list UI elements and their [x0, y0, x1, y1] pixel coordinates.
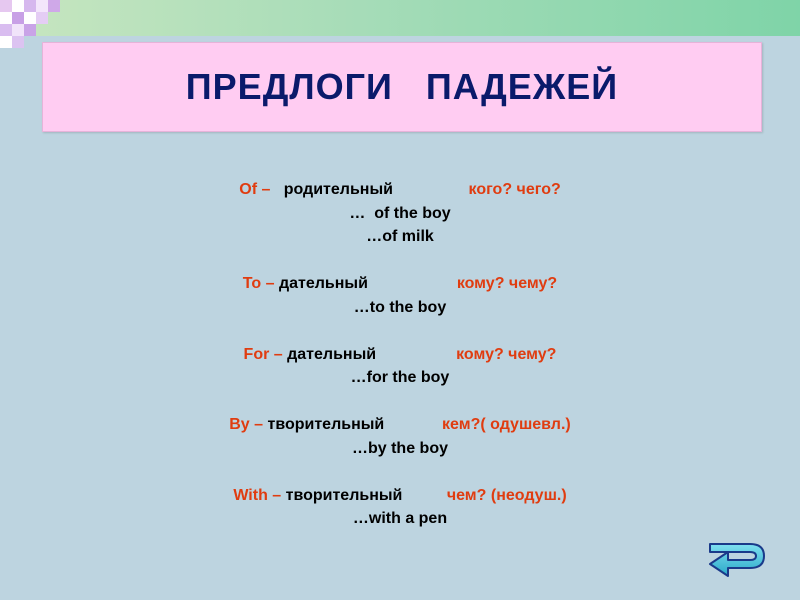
blank-line	[0, 249, 800, 273]
preposition-line	[0, 484, 800, 508]
example-line	[0, 296, 800, 320]
example-line	[0, 202, 800, 226]
example-text: …to the boy	[353, 298, 447, 316]
preposition-text: For –	[243, 345, 288, 363]
example-text: …with a pen	[352, 510, 448, 527]
preposition-line	[0, 343, 800, 367]
example-text: …for the boy	[350, 369, 450, 386]
example-line	[0, 507, 800, 531]
case-question: кого? чего?	[468, 181, 561, 198]
case-question: кем?( одушевл.)	[442, 416, 571, 433]
preposition-line	[0, 272, 800, 296]
case-question: чем? (неодуш.)	[446, 486, 567, 504]
preposition-text: With –	[233, 486, 286, 504]
prepositions-list	[0, 178, 800, 531]
case-name: родительный	[274, 181, 393, 198]
example-line	[0, 437, 800, 461]
top-gradient-band	[0, 0, 800, 36]
preposition-line	[0, 413, 800, 437]
blank-line	[0, 390, 800, 414]
return-arrow-icon[interactable]	[706, 538, 768, 578]
example-line	[0, 366, 800, 390]
blank-line	[0, 460, 800, 484]
case-question: кому? чему?	[456, 275, 558, 292]
example-text: …of milk	[366, 228, 434, 245]
case-name: дательный	[278, 275, 368, 292]
title-box	[42, 42, 762, 132]
example-text: … of the boy	[349, 204, 451, 222]
page-title: ПРЕДЛОГИ ПАДЕЖЕЙ	[185, 66, 619, 107]
case-name: творительный	[285, 486, 403, 504]
example-line	[0, 225, 800, 249]
example-text: …by the boy	[351, 439, 448, 457]
case-name: дательный	[287, 345, 377, 363]
case-question: кому? чему?	[456, 345, 557, 363]
blank-line	[0, 319, 800, 343]
preposition-text: Of –	[239, 181, 275, 198]
preposition-line	[0, 178, 800, 202]
preposition-text: To –	[242, 275, 279, 292]
case-name: творительный	[267, 416, 385, 433]
preposition-text: By –	[229, 416, 268, 433]
